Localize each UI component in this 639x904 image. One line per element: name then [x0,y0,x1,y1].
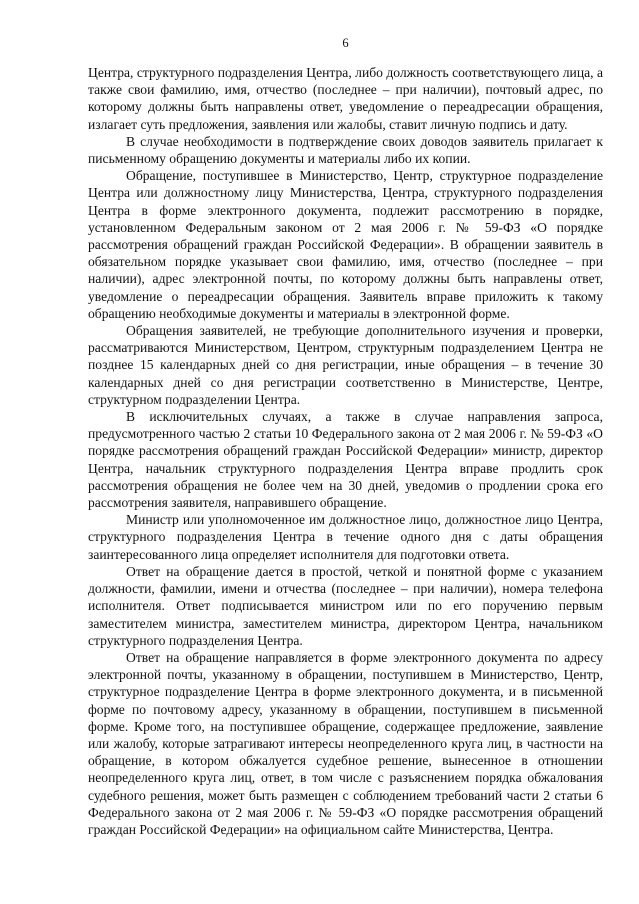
paragraph-supporting-documents: В случае необходимости в подтверждение своих доводов заявитель прилагает к письменному обращению документы и материалы либо их копии. [88,133,603,167]
paragraph-executor-assignment: Министр или уполномоченное им должностное лицо, должностное лицо Центра, структурного подразделения Центра в течение одного дня с даты обращения заинтересованного лица определяет исполнителя для подготовки ответа. [88,512,603,562]
paragraph-review-deadlines: Обращения заявителей, не требующие дополнительного изучения и проверки, рассматриваются Министерством, Центром, структурным подразделением Центра не позднее 15 календарных дней со дня регистрации, иные обращения – в течение 30 календарных дней со дня регистрации соответственно в Министерстве, Центре, структурном подразделении Центра. [88,323,603,407]
document-page [88,36,603,838]
paragraph-deadline-extension: В исключительных случаях, а также в случае направления запроса, предусмотренного частью 2 статьи 10 Федерального закона от 2 мая 2006 г. № 59-ФЗ «О порядке рассмотрения обращений граждан Российской Федерации» министр, директор Центра, начальник структурного подразделения Центра вправе продлить срок рассмотрения обращения не более чем на 30 дней, уведомив о продлении срока его рассмотрения заявителя, направившего обращение. [88,409,603,511]
page-number: 6 [342,36,349,50]
paragraph-response-delivery: Ответ на обращение направляется в форме электронного документа по адресу электронной почты, указанному в обращении, поступившем в Министерство, Центр, структурное подразделение Центра в форме электронного документа, и в письменной форме по почтовому адресу, указанному в обращении, поступившем в письменной форме. Кроме того, на поступившее обращение, содержащее предложение, заявление или жалобу, которые затрагивают интересы неопределенного круга лиц, в частности на обращение, в котором обжалуется судебное решение, вынесенное в отношении неопределенного круга лиц, ответ, в том числе с разъяснением порядка обжалования судебного решения, может быть размещен с соблюдением требований части 2 статьи 6 Федерального закона от 2 мая 2006 г. № 59-ФЗ «О порядке рассмотрения обращений граждан Российской Федерации» на официальном сайте Министерства, Центра. [88,649,603,837]
paragraph-continuation: Центра, структурного подразделения Центра, либо должность соответствующего лица, а также свои фамилию, имя, отчество (последнее – при наличии), почтовый адрес, по которому должны быть направлены ответ, уведомление о переадресации обращения, излагает суть предложения, заявления или жалобы, ставит личную подпись и дату. [88,65,603,132]
paragraph-electronic-appeal: Обращение, поступившее в Министерство, Центр, структурное подразделение Центра или должностному лицу Министерства, Центра, структурного подразделения Центра в форме электронного документа, подлежит рассмотрению в порядке, установленном Федеральным законом от 2 мая 2006 г. № 59-ФЗ «О порядке рассмотрения обращений граждан Российской Федерации». В обращении заявитель в обязательном порядке указывает свои фамилию, имя, отчество (последнее – при наличии), адрес электронной почты, по которому должны быть направлены ответ, уведомление о переадресации обращения. Заявитель вправе приложить к такому обращению необходимые документы и материалы в электронной форме. [88,168,603,321]
paragraph-response-form: Ответ на обращение дается в простой, четкой и понятной форме с указанием должности, фамилии, имени и отчества (последнее – при наличии), номера телефона исполнителя. Ответ подписывается министром или по его поручению первым заместителем министра, заместителем министра, директором Центра, начальником структурного подразделения Центра. [88,563,603,648]
